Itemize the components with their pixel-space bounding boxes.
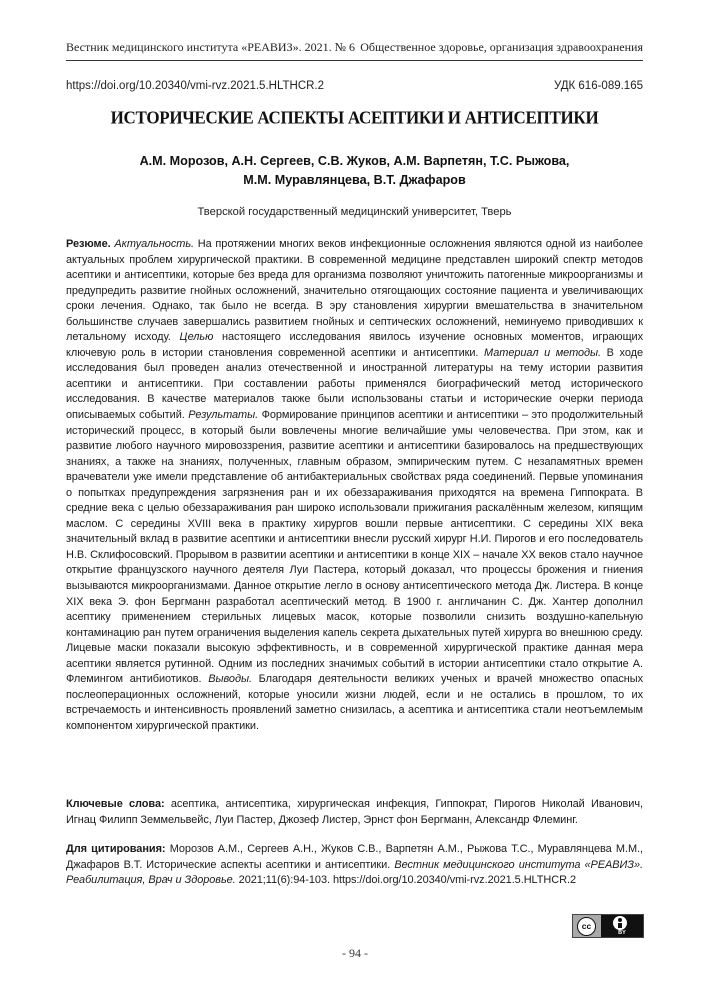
aim-label: Целью (179, 331, 214, 344)
results-text: Формирование принципов асептики и антисептики – это продолжительный исторический процесс, в который были вовлечены многие величайшие умы человечества. При этом, как и развитие любого научного мировоззрения, развитие асептики и антисептики базировалось на предшествующих знаниях, а также на знаниях, полученных, главным образом, эмпирическим путем. С незапамятных времен врачеватели уже имели представление об антибактериальных свойствах ряда соединений. Первые упоминания о попытках предупреждения загрязнения ран и их обеззараживания приходятся на времена Гиппократа. В средние века с целью обеззараживания ран широко использовали прижигания раскалённым железом, кипящим маслом. С середины XVIII века в практику хирургов вошли первые антисептики. С середины XIX века значительный вклад в развитие асептики и антисептики внесли русский хирург Н.И. Пирогов и его последователь Н.В. Склифосовский. Прорывом в развитии асептики и антисептики в конце XIX – начале XX веков стало научное открытие французского научного деятеля Луи Пастера, который доказал, что процессы брожения и гниения вызываются микроорганизмами. Данное открытие легло в основу антисептического метода Дж. Листера. В конце XIX века Э. фон Бергманн разработал асептический метод. В 1900 г. англичанин С. Дж. Хантер дополнил асептику применением стерильных лицевых масок, которые позволили снизить воздушно-капельную контаминацию ран путем ограничения выделения капель секрета дыхательных путей хирурга во внешнюю среду. Лицевые маски показали высокую эффективность, и в современной хирургической практике данная мера асептики является рутинной. Одним из последних значимых событий в истории антисептики стало открытие А. Флемингом антибиотиков. (66, 409, 643, 686)
keywords-text: асептика, антисептика, хирургическая инфекция, Гиппократ, Пирогов Николай Иванович, Игнац Филипп Земмельвейс, Луи Пастер, Джозеф Листер, Эрнст фон Бергманн, Александр Флеминг. (66, 798, 643, 826)
meta-line (66, 80, 643, 92)
citation-journal: Вестник медицинского института «РЕАВИЗ». Реабилитация, Врач и Здоровье. (66, 858, 643, 887)
citation (66, 842, 643, 889)
results-label: Результаты. (188, 409, 259, 422)
page-number: - 94 - (342, 946, 368, 960)
aim-text: настоящего исследования явилось изучение основных моментов, играющих ключевую роль в истории становления современной асептики и антисептики. (66, 331, 643, 359)
affiliation: Тверской государственный медицинский университет, Тверь (197, 206, 512, 218)
attribution-block (601, 915, 643, 937)
running-header (66, 40, 643, 55)
journal-section: Общественное здоровье, организация здравоохранения (360, 40, 643, 54)
creative-commons-icon: cc (577, 917, 596, 936)
abstract-label: Резюме. (66, 238, 111, 250)
journal-name: Вестник медицинского института «РЕАВИЗ». 2021. № 6 (66, 40, 356, 54)
attribution-label: BY (618, 930, 626, 936)
header-divider (66, 60, 643, 61)
conclusions-text: Благодаря деятельности великих ученых и врачей множество опасных послеоперационных осложнений, которые уносили жизни людей, если и не остались в прошлом, то их встречаемость и интенсивность проявлений заметно снизилась, а асептика и антисептика стали неотъемлемым компонентом хирургической практики. (66, 673, 643, 732)
citation-label: Для цитирования: (66, 843, 166, 855)
methods-text: В ходе исследования был проведен анализ отечественной и иностранной литературы на тему истории развития асептики и антисептики. При составлении работы применялся биографический метод исторического исследования. В качестве материалов также были использованы статьи и исторические очерки периода описываемых событий. (66, 346, 643, 422)
relevance-text: На протяжении многих веков инфекционные осложнения являются одной из наиболее актуальных проблем хирургической практики. В современной медицине представлен широкий спектр методов асептики и антисептики, которые без вреда для организма позволяют уничтожить патогенные микроорганизмы и предупредить развитие гнойных осложнений, значительно отягощающих состояние пациента и увеличивающих сроки лечения. Однако, так было не всегда. В эру становления хирургии вмешательства в значительном большинстве случаев завершались развитием гнойных и септических осложнений, неминуемо приводивших к летальному исходу. (66, 238, 644, 344)
abstract (66, 237, 643, 735)
cc-by-license-badge[interactable] (572, 914, 644, 938)
keywords-label: Ключевые слова: (66, 798, 165, 810)
authors-line-2: М.М. Муравлянцева, В.Т. Джафаров (243, 173, 466, 187)
author-list (66, 152, 643, 190)
methods-label: Материал и методы. (484, 346, 602, 359)
citation-text-end: 2021;11(6):94-103. https://doi.org/10.20340/vmi-rvz.2021.5.HLTHCR.2 (235, 874, 576, 887)
authors-line-1: А.М. Морозов, А.Н. Сергеев, С.В. Жуков, А.М. Варпетян, Т.С. Рыжова, (139, 154, 570, 168)
article-title: ИСТОРИЧЕСКИЕ АСПЕКТЫ АСЕПТИКИ И АНТИСЕПТИКИ (110, 107, 599, 128)
citation-text-start: Морозов А.М., Сергеев А.Н., Жуков С.В., Варпетян А.М., Рыжова Т.С., Муравлянцева М.М., Джафаров В.Т. Исторические аспекты асептики и антисептики. (66, 843, 643, 871)
relevance-label: Актуальность. (114, 238, 195, 250)
keywords (66, 797, 643, 828)
doi-link[interactable]: https://doi.org/10.20340/vmi-rvz.2021.5.HLTHCR.2 (66, 80, 325, 92)
conclusions-label: Выводы. (208, 673, 252, 686)
udc-code: УДК 616-089.165 (553, 80, 643, 92)
attribution-person-icon (613, 916, 627, 930)
